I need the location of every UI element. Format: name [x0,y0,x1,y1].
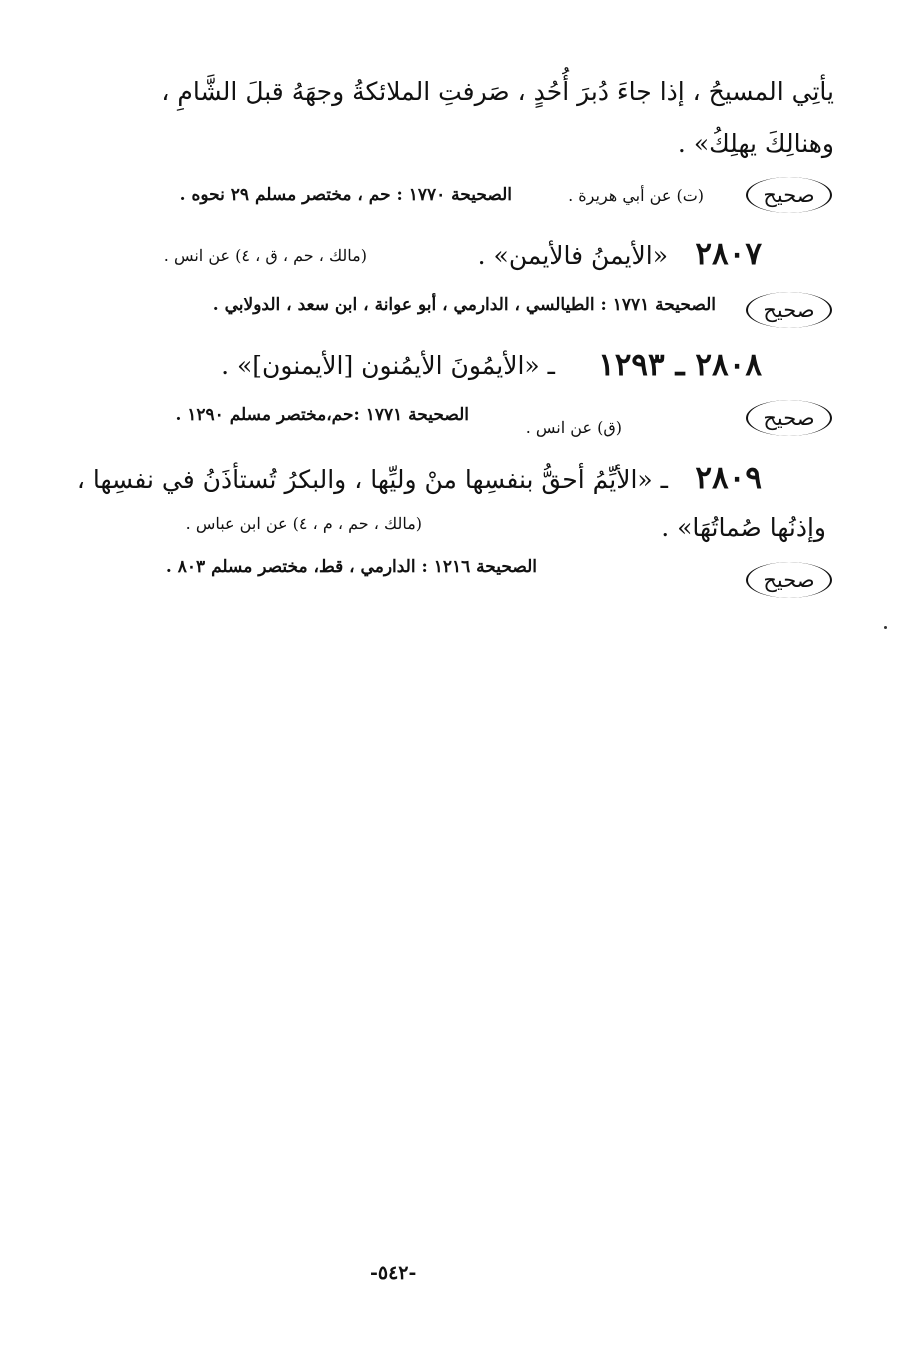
grade-badge-2808: صحيح [746,400,832,436]
hadith-2806-text-line2: وهنالِكَ يهلِكُ» . [677,129,834,158]
hadith-2807-references: الصحيحة ١٧٧١ : الطيالسي ، الدارمي ، أبو عوانة ، ابن سعد ، الدولابي . [212,295,716,315]
hadith-2809-text-line1: ـ «الأيِّمُ أحقُّ بنفسِها منْ وليِّها ، والبكرُ تُستأذَنُ في نفسِها ، [76,465,668,494]
hadith-2808-text: ـ «الأيمُونَ الأيمُنون [الأيمنون]» . [221,351,555,380]
hadith-2807-text: «الأيمنُ فالأيمن» . [477,241,668,270]
hadith-2809-text-line2: وإذنُها صُماتُهَا» . [661,513,826,542]
hadith-2808-source: (ق) عن انس . [525,418,622,437]
hadith-2807-source: (مالك ، حم ، ق ، ٤) عن انس . [163,246,367,265]
hadith-2806-source: (ت) عن أبي هريرة . [568,186,704,205]
grade-badge-2807: صحيح [746,292,832,328]
hadith-2806-text-line1: يأتِي المسيحُ ، إذا جاءَ دُبرَ أُحُدٍ ، صَرفتِ الملائكةُ وجهَهُ قبلَ الشَّامِ ، [161,77,834,106]
hadith-number-2807: ٢٨٠٧ [695,236,762,272]
grade-badge-2806: صحيح [746,177,832,213]
page-number: -٥٤٢- [370,1262,417,1284]
hadith-2806-references: الصحيحة ١٧٧٠ : حم ، مختصر مسلم ٢٩ نحوه . [179,185,512,205]
hadith-number-2808: ٢٨٠٨ ـ ١٢٩٣ [598,347,762,383]
page-speck [884,626,887,629]
hadith-number-2809: ٢٨٠٩ [695,460,762,496]
grade-badge-2809: صحيح [746,562,832,598]
hadith-2808-references: الصحيحة ١٧٧١ :حم،مختصر مسلم ١٢٩٠ . [175,405,469,425]
hadith-2809-references: الصحيحة ١٢١٦ : الدارمي ، قط، مختصر مسلم ٨٠٣ . [165,557,537,577]
hadith-2809-source: (مالك ، حم ، م ، ٤) عن ابن عباس . [185,514,422,533]
